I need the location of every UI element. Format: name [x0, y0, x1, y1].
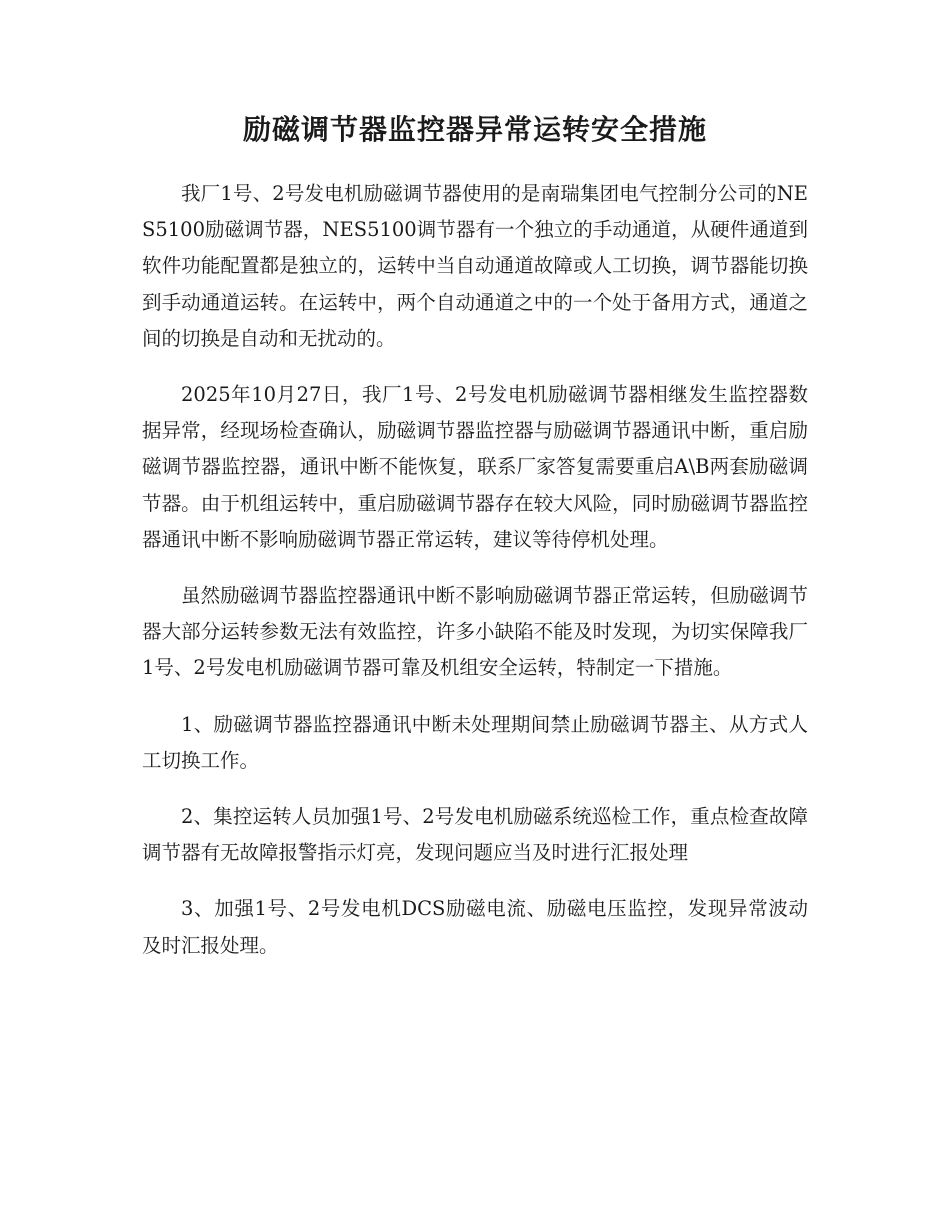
measure-item-1: 1、励磁调节器监控器通讯中断未处理期间禁止励磁调节器主、从方式人工切换工作。: [142, 712, 808, 772]
paragraph-intro: 我厂1号、2号发电机励磁调节器使用的是南瑞集团电气控制分公司的NES5100励磁调节器，NES5100调节器有一个独立的手动通道，从硬件通道到软件功能配置都是独立的，运转中当自动通道故障或人工切换，调节器能切换到手动通道运转。在运转中，两个自动通道之中的一个处于备用方式，通道之间的切换是自动和无扰动的。: [142, 182, 808, 350]
paragraph-rationale: 虽然励磁调节器监控器通讯中断不影响励磁调节器正常运转，但励磁调节器大部分运转参数无法有效监控，许多小缺陷不能及时发现，为切实保障我厂1号、2号发电机励磁调节器可靠及机组安全运转，特制定一下措施。: [142, 584, 808, 680]
document-page: [142, 110, 808, 984]
document-title: 励磁调节器监控器异常运转安全措施: [242, 113, 707, 146]
measure-item-3: 3、加强1号、2号发电机DCS励磁电流、励磁电压监控，发现异常波动及时汇报处理。: [142, 897, 808, 957]
paragraph-incident: 2025年10月27日，我厂1号、2号发电机励磁调节器相继发生监控器数据异常，经现场检查确认，励磁调节器监控器与励磁调节器通讯中断，重启励磁调节器监控器，通讯中断不能恢复，联系厂家答复需要重启A\B两套励磁调节器。由于机组运转中，重启励磁调节器存在较大风险，同时励磁调节器监控器通讯中断不影响励磁调节器正常运转，建议等待停机处理。: [142, 383, 808, 551]
measure-item-2: 2、集控运转人员加强1号、2号发电机励磁系统巡检工作，重点检查故障调节器有无故障报警指示灯亮，发现问题应当及时进行汇报处理: [142, 805, 808, 865]
